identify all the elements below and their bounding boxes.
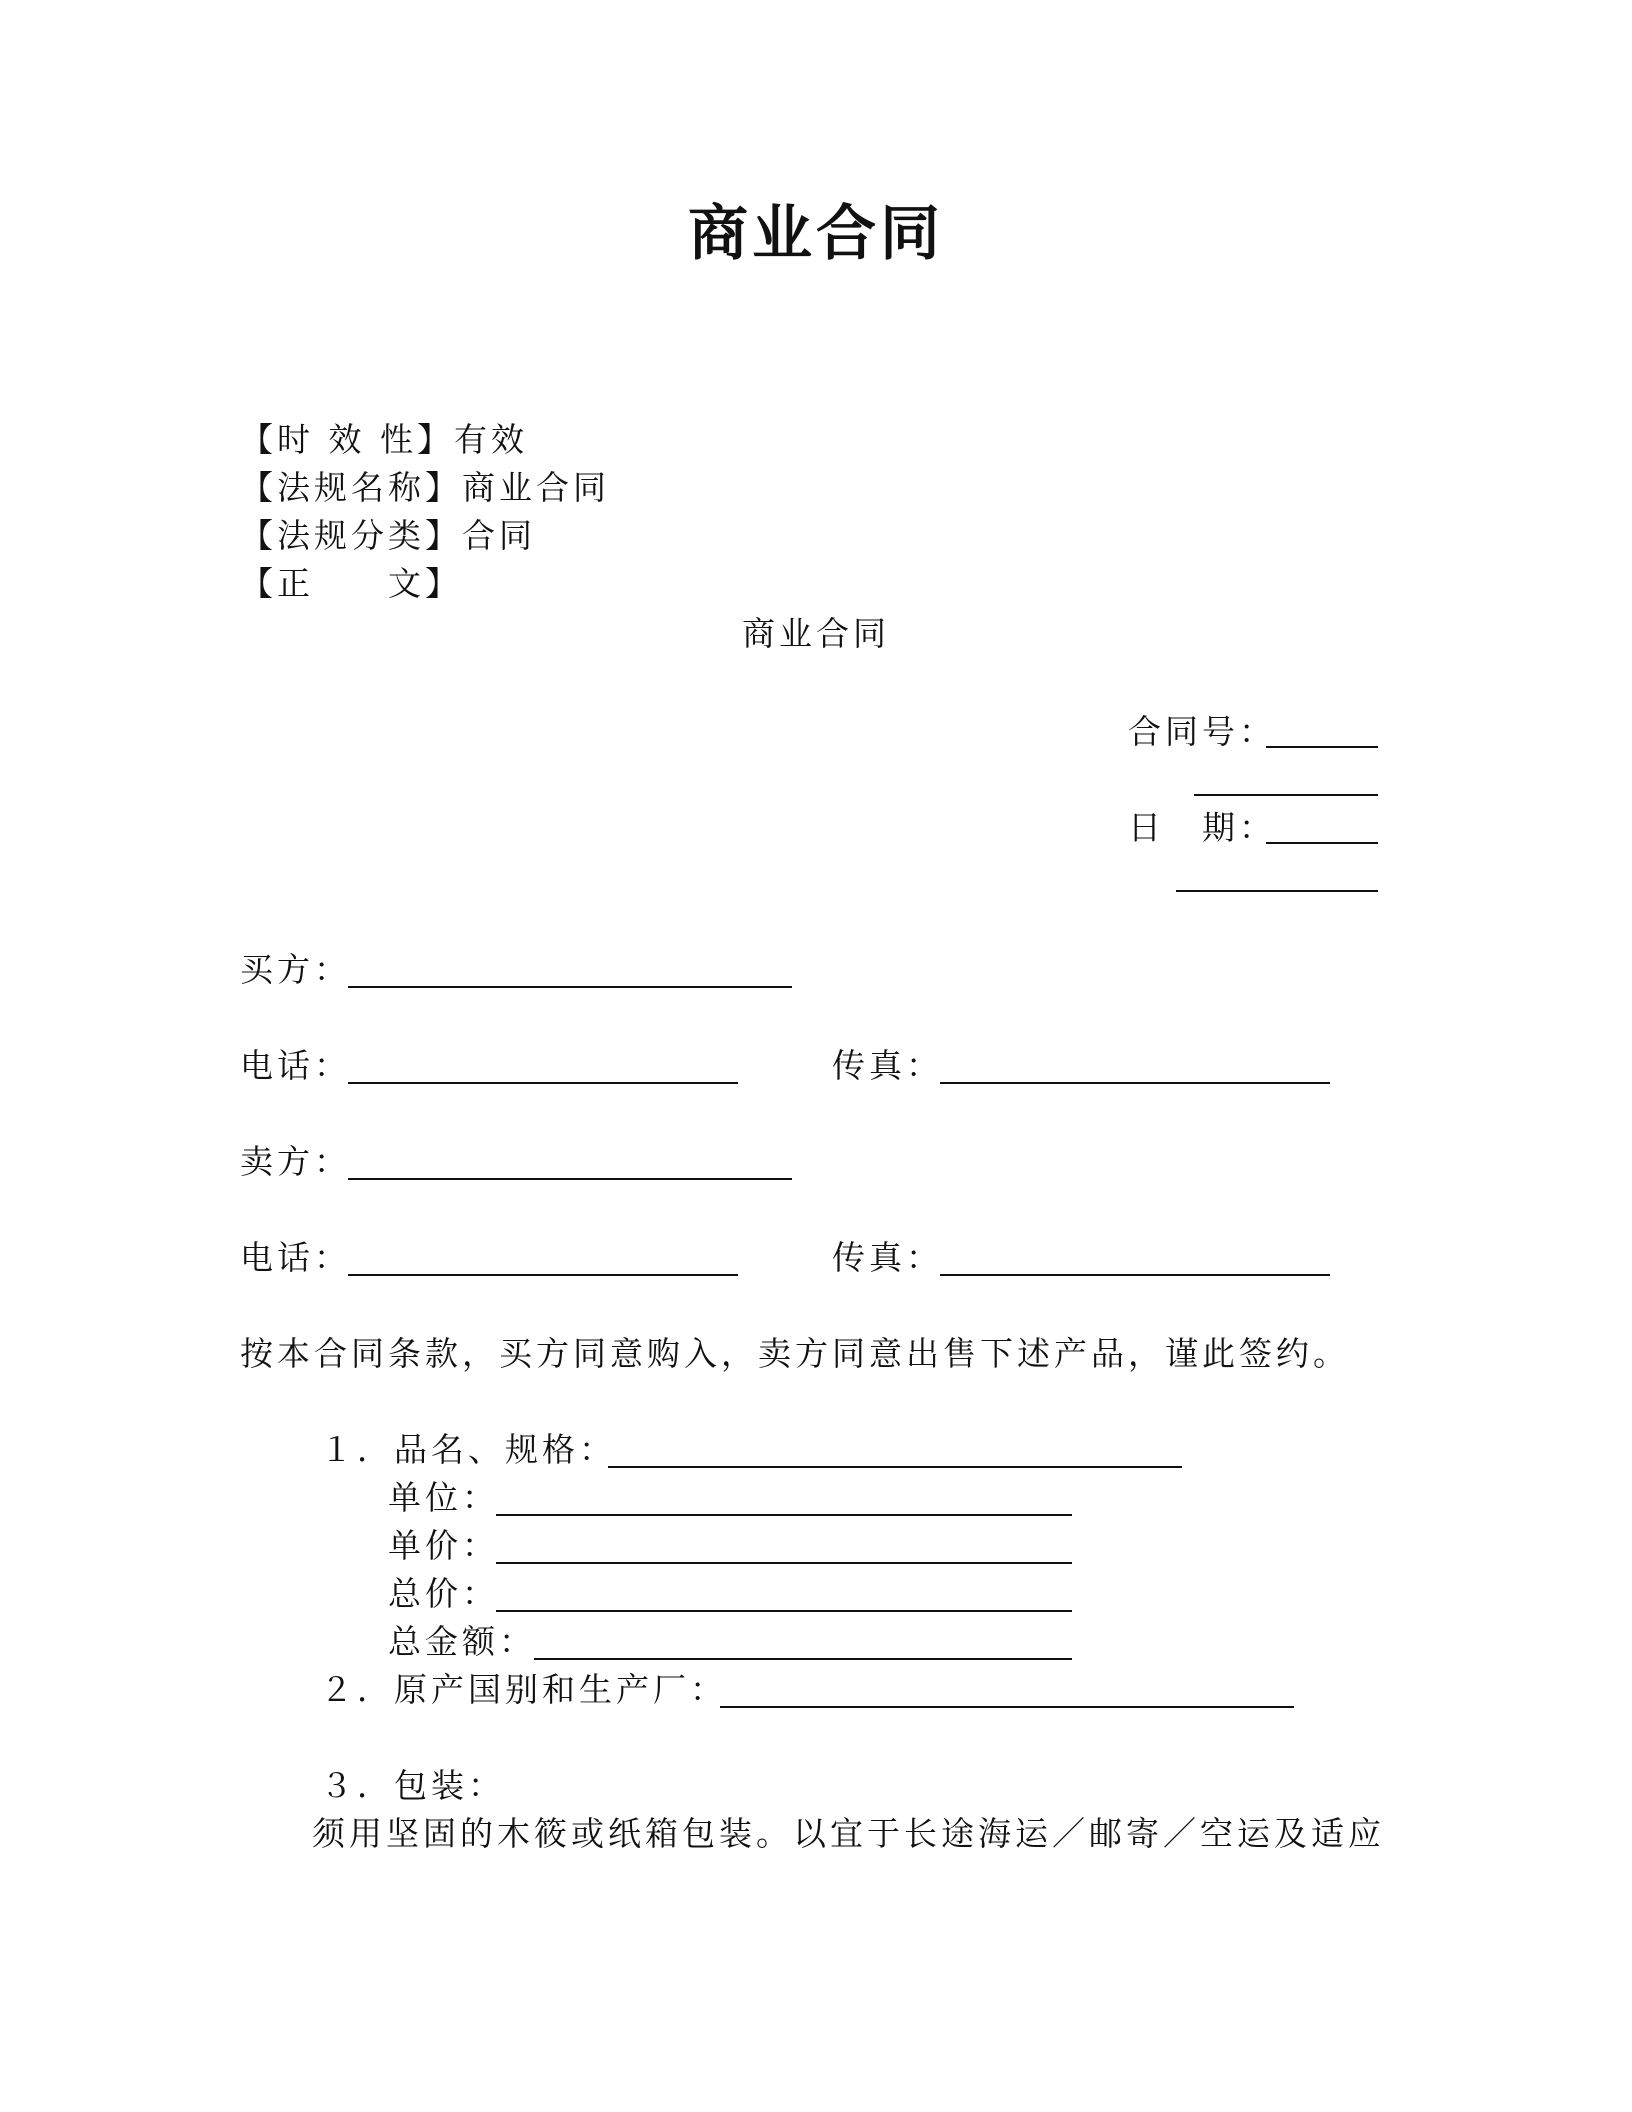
- item1-label: １．品名、规格：: [320, 1430, 616, 1469]
- document-title: 商业合同: [688, 199, 944, 269]
- subtitle: 商业合同: [742, 614, 890, 653]
- unit-price-label: 单价：: [388, 1526, 499, 1565]
- contract-no-label: 合同号：: [1128, 712, 1276, 751]
- meta-row-name: [240, 468, 610, 508]
- buyer-phone-line: [348, 1082, 738, 1084]
- total-amount-line: [534, 1658, 1072, 1660]
- contract-no-line: [1266, 746, 1378, 748]
- meta-key: 【时 效 性】: [240, 420, 454, 459]
- unit-label: 单位：: [388, 1478, 499, 1517]
- buyer-phone-label: 电话：: [240, 1046, 351, 1085]
- item2-line: [720, 1706, 1294, 1708]
- item1-line: [608, 1466, 1182, 1468]
- buyer-fax-label: 传真：: [832, 1046, 943, 1085]
- buyer-line: [348, 986, 792, 988]
- unit-line: [496, 1514, 1072, 1516]
- buyer-fax-line: [940, 1082, 1330, 1084]
- meta-row-category: [240, 516, 536, 556]
- item2-label: ２．原产国别和生产厂：: [320, 1670, 727, 1709]
- seller-label: 卖方：: [240, 1142, 351, 1181]
- meta-key: 【法规分类】: [240, 516, 462, 555]
- packing-paragraph: 须用坚固的木筱或纸箱包装。以宜于长途海运／邮寄／空运及适应: [312, 1814, 1385, 1853]
- meta-key: 【正 文】: [240, 564, 462, 603]
- item3-label: ３．包装：: [320, 1766, 505, 1805]
- meta-value: 合同: [462, 516, 536, 555]
- buyer-label: 买方：: [240, 950, 351, 989]
- seller-fax-label: 传真：: [832, 1238, 943, 1277]
- seller-phone-line: [348, 1274, 738, 1276]
- meta-value: 有效: [453, 420, 528, 459]
- meta-row-validity: [240, 420, 528, 460]
- unit-price-line: [496, 1562, 1072, 1564]
- seller-fax-line: [940, 1274, 1330, 1276]
- date-line-2: [1176, 890, 1378, 892]
- total-amount-label: 总金额：: [388, 1622, 536, 1661]
- meta-value: 商业合同: [462, 468, 610, 507]
- meta-key: 【法规名称】: [240, 468, 462, 507]
- total-price-label: 总价：: [388, 1574, 499, 1613]
- date-label: 日 期：: [1128, 808, 1276, 847]
- date-line: [1266, 842, 1378, 844]
- intro-paragraph: 按本合同条款，买方同意购入，卖方同意出售下述产品，谨此签约。: [240, 1334, 1350, 1373]
- seller-line: [348, 1178, 792, 1180]
- contract-no-line-2: [1194, 794, 1378, 796]
- meta-row-body: [240, 564, 462, 604]
- total-price-line: [496, 1610, 1072, 1612]
- seller-phone-label: 电话：: [240, 1238, 351, 1277]
